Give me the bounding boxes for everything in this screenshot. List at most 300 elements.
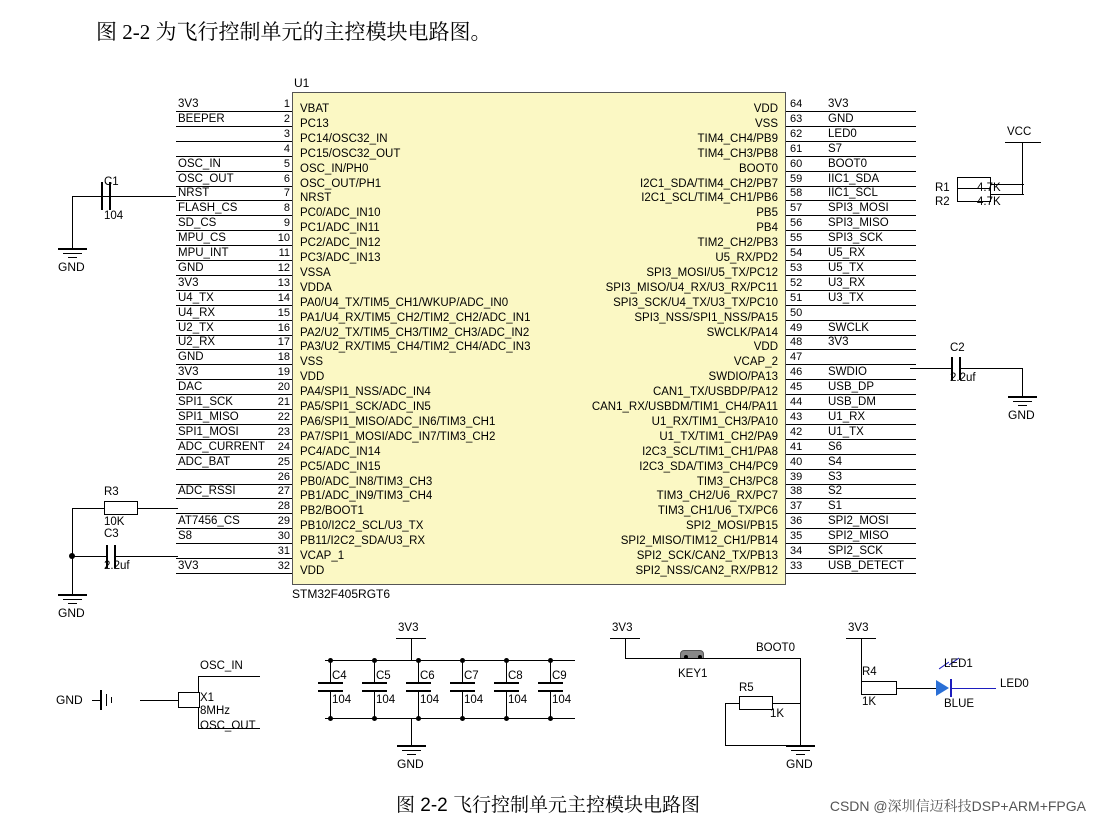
mcu-right-pin-name: SPI3_MOSI/U5_TX/PC12 bbox=[646, 266, 778, 279]
mcu-right-pin-number: 46 bbox=[790, 366, 803, 379]
mcu-left-net-label: AT7456_CS bbox=[178, 515, 240, 528]
osc-out-label: OSC_OUT bbox=[200, 720, 256, 732]
mcu-right-pin-wire bbox=[786, 245, 916, 246]
wire-osc-out-drop bbox=[198, 708, 199, 728]
mcu-right-pin-wire bbox=[786, 364, 916, 365]
mcu-right-pin-number: 49 bbox=[790, 321, 803, 334]
mcu-left-pin-wire bbox=[176, 513, 292, 514]
mcu-right-pin-number: 57 bbox=[790, 202, 803, 215]
mcu-left-pin-wire bbox=[176, 439, 292, 440]
x1-value: 8MHz bbox=[200, 705, 231, 717]
decap-ref: C6 bbox=[420, 670, 435, 682]
mcu-left-pin-wire bbox=[176, 484, 292, 485]
wire-led-out bbox=[950, 688, 996, 689]
mcu-left-pin-name: PC0/ADC_IN10 bbox=[300, 207, 381, 220]
decap-value: 104 bbox=[464, 694, 484, 706]
mcu-left-pin-number: 27 bbox=[277, 485, 290, 498]
mcu-right-pin-number: 55 bbox=[790, 232, 803, 245]
key1-terminal-left bbox=[684, 655, 688, 659]
mcu-right-pin-number: 62 bbox=[790, 127, 803, 140]
mcu-left-pin-number: 28 bbox=[277, 500, 290, 513]
gnd4-bar2 bbox=[106, 694, 107, 706]
mcu-left-net-label: GND bbox=[178, 261, 204, 274]
mcu-right-pin-wire bbox=[786, 305, 916, 306]
r4-value: 1K bbox=[862, 696, 877, 708]
decap-bottom-lead bbox=[330, 692, 331, 718]
mcu-right-pin-name: PB4 bbox=[756, 222, 778, 235]
mcu-left-pin-wire bbox=[176, 394, 292, 395]
mcu-right-pin-wire bbox=[786, 379, 916, 380]
vcc-drop bbox=[1022, 142, 1023, 184]
mcu-left-pin-wire bbox=[176, 156, 292, 157]
mcu-right-pin-number: 35 bbox=[790, 530, 803, 543]
mcu-right-pin-wire bbox=[786, 394, 916, 395]
mcu-right-pin-number: 51 bbox=[790, 291, 803, 304]
mcu-left-pin-name: PB10/I2C2_SCL/U3_TX bbox=[300, 520, 424, 533]
gnd1-bar2 bbox=[63, 253, 82, 254]
mcu-left-pin-name: PA6/SPI1_MISO/ADC_IN6/TIM3_CH1 bbox=[300, 415, 496, 428]
mcu-right-pin-number: 41 bbox=[790, 440, 803, 453]
mcu-right-pin-number: 33 bbox=[790, 559, 803, 572]
mcu-left-pin-wire bbox=[176, 200, 292, 201]
mcu-designator: U1 bbox=[294, 76, 310, 90]
decap-top-lead bbox=[462, 660, 463, 682]
mcu-right-pin-wire bbox=[786, 543, 916, 544]
decap-top-rail bbox=[325, 660, 575, 661]
mcu-left-pin-number: 15 bbox=[277, 306, 290, 319]
mcu-left-net-label: ADC_BAT bbox=[178, 455, 231, 468]
mcu-left-pin-number: 25 bbox=[277, 455, 290, 468]
mcu-right-pin-name: SWDIO/PA13 bbox=[708, 371, 778, 384]
mcu-right-pin-wire bbox=[786, 156, 916, 157]
wire-r3-to-c3 bbox=[72, 508, 73, 556]
mcu-left-pin-number: 18 bbox=[277, 351, 290, 364]
mcu-left-pin-wire bbox=[176, 215, 292, 216]
led1-value: BLUE bbox=[944, 698, 975, 710]
wire-key-left bbox=[625, 658, 678, 659]
key1-contact-bar bbox=[678, 658, 708, 659]
mcu-right-pin-wire bbox=[786, 469, 916, 470]
mcu-right-pin-name: TIM3_CH2/U6_RX/PC7 bbox=[656, 490, 778, 503]
mcu-left-pin-name: PB1/ADC_IN9/TIM3_CH4 bbox=[300, 490, 433, 503]
mcu-right-net-label: IIC1_SCL bbox=[828, 187, 878, 200]
mcu-left-net-label: SD_CS bbox=[178, 217, 217, 230]
mcu-right-pin-name: U1_RX/TIM1_CH3/PA10 bbox=[651, 415, 778, 428]
decap-plate-top bbox=[318, 682, 343, 684]
gnd-label-key: GND bbox=[786, 757, 813, 771]
r2-ref: R2 bbox=[935, 196, 950, 208]
wire-c2-gnd-drop bbox=[1022, 368, 1023, 396]
mcu-right-pin-wire bbox=[786, 424, 916, 425]
gnd-label-c3: GND bbox=[58, 606, 85, 620]
mcu-right-net-label: 3V3 bbox=[828, 98, 849, 110]
mcu-right-pin-number: 59 bbox=[790, 172, 803, 185]
mcu-left-pin-name: PA5/SPI1_SCK/ADC_IN5 bbox=[300, 401, 431, 413]
mcu-right-pin-number: 60 bbox=[790, 157, 803, 170]
mcu-right-net-label: S6 bbox=[828, 440, 843, 453]
mcu-left-pin-name: OSC_OUT/PH1 bbox=[300, 177, 382, 190]
mcu-right-pin-name: SPI2_MOSI/PB15 bbox=[685, 520, 778, 533]
mcu-right-pin-name: U1_TX/TIM1_CH2/PA9 bbox=[659, 430, 778, 443]
mcu-left-net-label: U4_RX bbox=[178, 306, 216, 319]
mcu-right-net-label: IIC1_SDA bbox=[828, 172, 880, 185]
c1-ref: C1 bbox=[104, 176, 119, 188]
mcu-right-net-label: USB_DP bbox=[828, 381, 875, 394]
wire-r5-corner bbox=[800, 696, 801, 706]
mcu-left-pin-name: VDDA bbox=[300, 281, 332, 294]
mcu-left-pin-wire bbox=[176, 543, 292, 544]
mcu-right-pin-number: 61 bbox=[790, 142, 803, 155]
wire-r3-left bbox=[72, 508, 104, 509]
mcu-right-pin-number: 50 bbox=[790, 306, 803, 319]
decap-ref: C5 bbox=[376, 670, 391, 682]
mcu-left-net-label: MPU_CS bbox=[178, 232, 226, 245]
mcu-left-pin-number: 7 bbox=[283, 187, 290, 200]
mcu-left-pin-wire bbox=[176, 305, 292, 306]
r2-value: 4.7K bbox=[977, 196, 1001, 208]
gnd1-bar1 bbox=[58, 248, 87, 250]
gnd-label-c2: GND bbox=[1008, 408, 1035, 422]
led1-ref: LED1 bbox=[944, 658, 973, 670]
mcu-left-pin-name: PA4/SPI1_NSS/ADC_IN4 bbox=[300, 386, 431, 399]
wire-r5-to-gnd bbox=[725, 745, 801, 746]
mcu-right-pin-name: I2C3_SDA/TIM3_CH4/PC9 bbox=[639, 460, 778, 473]
mcu-right-pin-number: 54 bbox=[790, 247, 803, 259]
mcu-right-pin-name: TIM4_CH4/PB9 bbox=[697, 132, 778, 145]
boot0-net-label: BOOT0 bbox=[756, 642, 795, 654]
mcu-left-pin-wire bbox=[176, 409, 292, 410]
wire-r4-to-led bbox=[897, 688, 936, 689]
mcu-left-pin-name: VDD bbox=[300, 564, 325, 577]
mcu-left-pin-wire bbox=[176, 290, 292, 291]
decap-plate-top bbox=[538, 682, 563, 684]
led0-net-label: LED0 bbox=[1000, 678, 1029, 690]
mcu-right-pin-name: SWCLK/PA14 bbox=[706, 326, 778, 339]
gnd5-bar1 bbox=[397, 745, 426, 747]
mcu-left-pin-name: PA7/SPI1_MOSI/ADC_IN7/TIM3_CH2 bbox=[300, 430, 496, 443]
decap-value: 104 bbox=[508, 694, 528, 706]
mcu-left-pin-wire bbox=[176, 320, 292, 321]
mcu-right-pin-number: 42 bbox=[790, 425, 803, 438]
mcu-right-pin-number: 56 bbox=[790, 217, 803, 230]
decap-plate-top bbox=[450, 682, 475, 684]
mcu-left-pin-wire bbox=[176, 260, 292, 261]
vcc-bar bbox=[1005, 142, 1041, 143]
mcu-left-net-label: ADC_RSSI bbox=[178, 485, 236, 498]
mcu-right-pin-name: TIM4_CH3/PB8 bbox=[697, 147, 778, 160]
gnd4-bar3 bbox=[111, 697, 112, 703]
mcu-left-net-label: OSC_IN bbox=[178, 157, 221, 170]
mcu-left-pin-number: 24 bbox=[277, 440, 290, 453]
mcu-right-net-label: S4 bbox=[828, 455, 843, 468]
mcu-right-pin-name: PB5 bbox=[756, 207, 778, 220]
mcu-left-pin-name: PC2/ADC_IN12 bbox=[300, 237, 381, 250]
x1-ref: X1 bbox=[200, 692, 215, 704]
mcu-left-pin-wire bbox=[176, 558, 292, 559]
mcu-right-pin-name: CAN1_RX/USBDM/TIM1_CH4/PA11 bbox=[591, 401, 778, 413]
mcu-left-pin-number: 29 bbox=[277, 515, 290, 528]
c1-plate-a bbox=[101, 182, 103, 210]
mcu-right-pin-wire bbox=[786, 349, 916, 350]
decap-ref: C8 bbox=[508, 670, 523, 682]
mcu-right-pin-wire bbox=[786, 558, 916, 559]
mcu-right-net-label: U1_TX bbox=[828, 425, 864, 438]
mcu-left-pin-number: 19 bbox=[277, 366, 290, 379]
c3-ref: C3 bbox=[104, 528, 119, 540]
figure-intro-text: 图 2-2 为飞行控制单元的主控模块电路图。 bbox=[96, 20, 492, 44]
mcu-left-pin-name: PC15/OSC32_OUT bbox=[300, 147, 401, 160]
mcu-right-net-label: S3 bbox=[828, 470, 843, 483]
mcu-right-net-label: SWDIO bbox=[828, 366, 867, 379]
decap-top-lead bbox=[330, 660, 331, 682]
mcu-right-pin-name: I2C1_SCL/TIM4_CH1/PB6 bbox=[641, 192, 778, 205]
mcu-left-pin-name: PA0/U4_TX/TIM5_CH1/WKUP/ADC_IN0 bbox=[300, 296, 509, 309]
decap-bottom-rail bbox=[325, 718, 575, 719]
mcu-left-pin-wire bbox=[176, 245, 292, 246]
mcu-left-pin-wire bbox=[176, 126, 292, 127]
mcu-right-net-label: USB_DETECT bbox=[828, 559, 905, 572]
r4-body bbox=[861, 681, 897, 695]
mcu-right-pin-number: 43 bbox=[790, 410, 803, 423]
mcu-left-pin-name: PC3/ADC_IN13 bbox=[300, 252, 381, 264]
mcu-right-net-label: S2 bbox=[828, 485, 843, 498]
gnd-label-x1: GND bbox=[56, 693, 83, 707]
wire-vcc-join bbox=[1022, 184, 1023, 194]
r5-body bbox=[739, 696, 773, 710]
mcu-right-net-label: SPI2_MISO bbox=[828, 530, 889, 543]
mcu-right-net-label: LED0 bbox=[828, 127, 857, 140]
mcu-left-pin-wire bbox=[176, 186, 292, 187]
mcu-right-pin-number: 64 bbox=[790, 98, 803, 110]
mcu-right-pin-wire bbox=[786, 186, 916, 187]
wire-c3-gnd-drop bbox=[72, 556, 73, 594]
mcu-right-net-label: U1_RX bbox=[828, 410, 866, 423]
mcu-left-pin-number: 12 bbox=[277, 261, 290, 274]
mcu-right-pin-wire bbox=[786, 513, 916, 514]
decap-plate-top bbox=[494, 682, 519, 684]
wire-c2-right bbox=[961, 368, 1022, 369]
mcu-right-net-label: U3_TX bbox=[828, 291, 864, 304]
wire-c1-gnd-drop bbox=[72, 196, 73, 248]
mcu-right-pin-number: 37 bbox=[790, 500, 803, 513]
mcu-right-pin-wire bbox=[786, 141, 916, 142]
mcu-right-pin-number: 36 bbox=[790, 515, 803, 528]
wire-boot0-drop bbox=[800, 658, 801, 696]
mcu-left-pin-number: 9 bbox=[283, 217, 290, 230]
mcu-left-pin-number: 1 bbox=[283, 98, 290, 110]
mcu-right-pin-name: SPI3_NSS/SPI1_NSS/PA15 bbox=[634, 311, 778, 324]
mcu-left-pin-number: 13 bbox=[277, 276, 290, 289]
decap-value: 104 bbox=[420, 694, 440, 706]
mcu-left-pin-wire bbox=[176, 528, 292, 529]
gnd-label-decap: GND bbox=[397, 757, 424, 771]
gnd2-bar1 bbox=[58, 594, 87, 596]
mcu-right-pin-wire bbox=[786, 573, 916, 574]
mcu-right-net-label: SPI3_MOSI bbox=[828, 202, 889, 215]
gnd2-bar3 bbox=[68, 603, 77, 604]
mcu-left-net-label: NRST bbox=[178, 187, 210, 200]
mcu-right-pin-name: SPI3_SCK/U4_TX/U3_TX/PC10 bbox=[613, 296, 778, 309]
mcu-left-pin-name: PC14/OSC32_IN bbox=[300, 132, 388, 145]
mcu-left-pin-wire bbox=[176, 141, 292, 142]
mcu-right-net-label: S1 bbox=[828, 500, 843, 513]
gnd3-bar2 bbox=[1013, 401, 1032, 402]
mcu-left-pin-name: PC13 bbox=[300, 117, 329, 130]
mcu-left-net-label: GND bbox=[178, 351, 204, 364]
mcu-left-pin-name: PC4/ADC_IN14 bbox=[300, 445, 381, 458]
decap-gnd-drop bbox=[411, 718, 412, 745]
mcu-right-pin-number: 52 bbox=[790, 276, 803, 289]
mcu-right-pin-number: 40 bbox=[790, 455, 803, 468]
key-3v3-drop bbox=[625, 638, 626, 658]
mcu-right-pin-number: 38 bbox=[790, 485, 803, 498]
junction-dot-c3 bbox=[69, 553, 75, 559]
wire-r5-right bbox=[773, 703, 800, 704]
mcu-left-pin-name: PC5/ADC_IN15 bbox=[300, 460, 381, 473]
mcu-left-pin-name: VBAT bbox=[300, 103, 330, 115]
wire-r3-right bbox=[138, 508, 178, 509]
mcu-right-pin-wire bbox=[786, 528, 916, 529]
mcu-right-net-label: SPI3_MISO bbox=[828, 217, 889, 230]
led1-triangle bbox=[936, 680, 949, 696]
key1-ref: KEY1 bbox=[678, 668, 708, 680]
decap-3v3-drop bbox=[411, 638, 412, 660]
gnd3-bar1 bbox=[1008, 396, 1037, 398]
gnd6-bar2 bbox=[791, 750, 810, 751]
mcu-left-pin-wire bbox=[176, 111, 292, 112]
mcu-left-pin-wire bbox=[176, 424, 292, 425]
decap-bottom-lead bbox=[374, 692, 375, 718]
mcu-right-pin-wire bbox=[786, 126, 916, 127]
mcu-left-pin-name: PA3/U2_RX/TIM5_CH4/TIM2_CH4/ADC_IN3 bbox=[300, 341, 531, 354]
mcu-left-pin-name: VSSA bbox=[300, 266, 331, 279]
mcu-right-net-label: S7 bbox=[828, 142, 843, 155]
mcu-left-pin-number: 20 bbox=[277, 381, 290, 394]
mcu-left-net-label: U2_TX bbox=[178, 321, 214, 334]
mcu-left-pin-number: 23 bbox=[277, 425, 290, 438]
wire-c1-to-nrst bbox=[72, 196, 176, 197]
mcu-left-pin-name: OSC_IN/PH0 bbox=[300, 162, 369, 175]
mcu-left-pin-name: PA2/U2_TX/TIM5_CH3/TIM2_CH3/ADC_IN2 bbox=[300, 326, 530, 339]
mcu-right-pin-name: VCAP_2 bbox=[733, 356, 778, 369]
wire-boot0-gnd bbox=[800, 706, 801, 745]
wire-r2-right bbox=[990, 194, 1024, 195]
decap-bottom-lead bbox=[506, 692, 507, 718]
r5-value: 1K bbox=[770, 708, 785, 720]
mcu-right-pin-number: 58 bbox=[790, 187, 803, 200]
mcu-right-pin-wire bbox=[786, 200, 916, 201]
mcu-right-net-label: U5_TX bbox=[828, 261, 864, 274]
mcu-right-pin-wire bbox=[786, 409, 916, 410]
mcu-right-pin-number: 34 bbox=[790, 545, 803, 557]
mcu-left-net-label: SPI1_SCK bbox=[178, 396, 233, 408]
mcu-right-pin-name: I2C1_SDA/TIM4_CH2/PB7 bbox=[639, 177, 778, 190]
gnd-label-c1: GND bbox=[58, 260, 85, 274]
wire-key-to-boot0 bbox=[708, 658, 800, 659]
gnd6-bar3 bbox=[796, 754, 805, 755]
mcu-right-net-label: SPI2_MOSI bbox=[828, 515, 889, 528]
mcu-right-pin-name: TIM3_CH3/PC8 bbox=[696, 475, 778, 488]
mcu-right-pin-number: 53 bbox=[790, 261, 803, 274]
decap-plate-top bbox=[406, 682, 431, 684]
mcu-left-pin-number: 26 bbox=[277, 470, 290, 483]
mcu-right-pin-name: I2C3_SCL/TIM1_CH1/PA8 bbox=[642, 445, 778, 458]
mcu-right-pin-name: TIM2_CH2/PB3 bbox=[697, 237, 778, 250]
wire-r5-left bbox=[725, 703, 739, 704]
mcu-right-pin-name: TIM3_CH1/U6_TX/PC6 bbox=[657, 505, 778, 518]
mcu-left-net-label: DAC bbox=[178, 381, 203, 394]
c2-value: 2.2uf bbox=[950, 372, 976, 384]
gnd5-bar3 bbox=[407, 754, 416, 755]
mcu-left-net-label: OSC_OUT bbox=[178, 172, 234, 185]
mcu-left-pin-wire bbox=[176, 498, 292, 499]
mcu-left-net-label: 3V3 bbox=[178, 276, 199, 289]
mcu-left-pin-name: NRST bbox=[300, 192, 332, 205]
mcu-left-pin-number: 17 bbox=[277, 336, 290, 349]
r3-value: 10K bbox=[104, 516, 125, 528]
decap-bottom-lead bbox=[550, 692, 551, 718]
r3-ref: R3 bbox=[104, 486, 119, 498]
mcu-left-pin-name: PC1/ADC_IN11 bbox=[300, 222, 380, 235]
mcu-left-pin-name: VCAP_1 bbox=[300, 550, 345, 562]
mcu-right-pin-name: U5_RX/PD2 bbox=[715, 252, 778, 264]
wire-x1-left bbox=[140, 700, 178, 701]
key1-terminal-right bbox=[698, 655, 702, 659]
mcu-left-pin-number: 6 bbox=[283, 172, 290, 185]
figure-caption: 图 2-2 飞行控制单元主控模块电路图 bbox=[395, 795, 701, 816]
mcu-right-pin-number: 47 bbox=[790, 351, 803, 364]
mcu-right-pin-name: VDD bbox=[753, 103, 778, 115]
mcu-right-net-label: BOOT0 bbox=[828, 157, 867, 170]
mcu-left-net-label: SPI1_MISO bbox=[178, 410, 239, 423]
mcu-left-pin-name: PB2/BOOT1 bbox=[300, 505, 364, 518]
gnd1-bar3 bbox=[68, 257, 77, 258]
decap-value: 104 bbox=[376, 694, 396, 706]
mcu-left-pin-name: PB11/I2C2_SDA/U3_RX bbox=[300, 535, 426, 548]
mcu-left-pin-number: 32 bbox=[277, 559, 290, 572]
mcu-left-pin-number: 8 bbox=[283, 202, 290, 215]
mcu-left-pin-wire bbox=[176, 573, 292, 574]
osc-in-label: OSC_IN bbox=[200, 660, 243, 672]
mcu-left-net-label: SPI1_MOSI bbox=[178, 425, 239, 438]
decap-bottom-lead bbox=[462, 692, 463, 718]
wire-c3-right bbox=[116, 556, 178, 557]
mcu-left-net-label: U2_RX bbox=[178, 336, 216, 349]
mcu-left-pin-number: 14 bbox=[277, 291, 290, 304]
wire-c2-left bbox=[910, 368, 951, 369]
mcu-right-pin-wire bbox=[786, 171, 916, 172]
mcu-left-pin-wire bbox=[176, 454, 292, 455]
decap-top-lead bbox=[506, 660, 507, 682]
wire-r5-gnd-drop bbox=[725, 703, 726, 745]
mcu-right-pin-wire bbox=[786, 215, 916, 216]
mcu-left-pin-number: 21 bbox=[277, 396, 290, 408]
mcu-right-pin-wire bbox=[786, 454, 916, 455]
mcu-right-pin-number: 45 bbox=[790, 381, 803, 394]
mcu-left-net-label: ADC_CURRENT bbox=[178, 440, 265, 453]
gnd3-bar3 bbox=[1018, 405, 1027, 406]
mcu-left-pin-wire bbox=[176, 171, 292, 172]
mcu-left-pin-wire bbox=[176, 230, 292, 231]
c3-value: 2.2uf bbox=[104, 560, 130, 572]
decap-ref: C7 bbox=[464, 670, 479, 682]
r1-value: 4.7K bbox=[977, 182, 1001, 194]
mcu-right-pin-number: 63 bbox=[790, 112, 803, 125]
mcu-left-net-label: U4_TX bbox=[178, 291, 214, 304]
mcu-right-pin-number: 39 bbox=[790, 470, 803, 483]
decap-top-lead bbox=[418, 660, 419, 682]
mcu-right-net-label: SWCLK bbox=[828, 321, 869, 334]
